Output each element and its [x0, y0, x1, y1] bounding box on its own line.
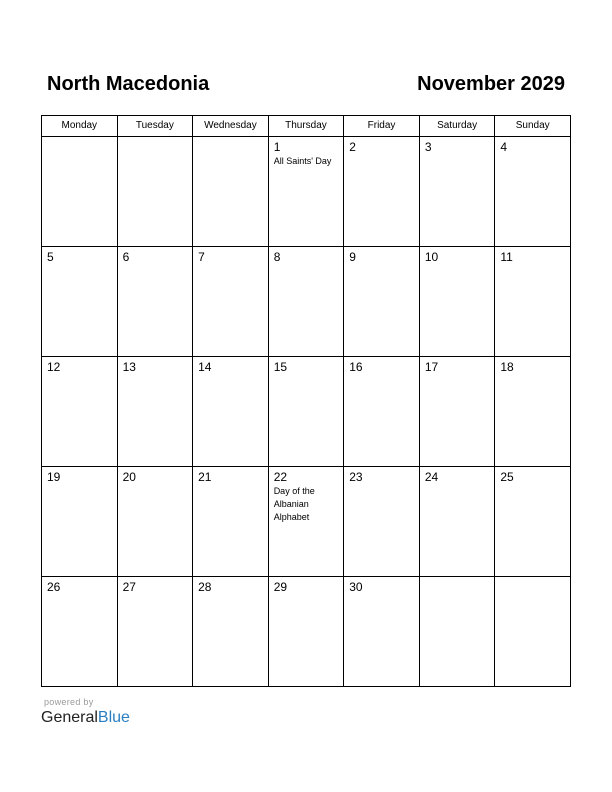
calendar-month-title: November 2029: [417, 73, 565, 95]
calendar-day-cell: [268, 137, 344, 247]
holiday-label: Day of the Albanian Alphabet: [273, 486, 315, 522]
day-number: 24: [424, 470, 439, 484]
day-number: 10: [424, 250, 439, 264]
calendar-day-cell: [495, 137, 571, 247]
day-number: 1: [273, 140, 281, 154]
day-number: 21: [198, 470, 212, 484]
day-number: 28: [198, 580, 212, 594]
calendar-empty-cell: [117, 137, 193, 247]
calendar-day-cell: [495, 247, 571, 357]
generalblue-logo[interactable]: [41, 708, 130, 728]
calendar-day-cell: [344, 357, 420, 467]
calendar-day-cell: [193, 247, 269, 357]
calendar-week-row: [42, 577, 571, 687]
weekday-header: Monday: [42, 116, 118, 137]
day-number: 7: [198, 250, 205, 264]
calendar-day-cell: [42, 247, 118, 357]
day-number: 5: [47, 250, 54, 264]
calendar-day-cell: [193, 357, 269, 467]
weekday-header: Tuesday: [117, 116, 193, 137]
powered-by-label: powered by: [44, 697, 94, 707]
calendar-empty-cell: [42, 137, 118, 247]
calendar-day-cell: [419, 357, 495, 467]
calendar-day-cell: [419, 467, 495, 577]
calendar-day-cell: [419, 247, 495, 357]
calendar-day-cell: [344, 137, 420, 247]
calendar-day-cell: [117, 357, 193, 467]
calendar-week-row: [42, 247, 571, 357]
calendar-day-cell: [268, 577, 344, 687]
calendar-day-cell: [268, 467, 344, 577]
calendar-day-cell: [117, 247, 193, 357]
calendar-day-cell: [42, 467, 118, 577]
calendar-day-cell: [495, 467, 571, 577]
calendar-day-cell: [117, 577, 193, 687]
day-number: 30: [349, 580, 363, 594]
weekday-header-row: [42, 116, 571, 137]
day-number: 20: [122, 470, 136, 484]
day-number: 9: [349, 250, 356, 264]
calendar-day-cell: [344, 467, 420, 577]
calendar-empty-cell: [495, 577, 571, 687]
day-number: 17: [424, 360, 439, 374]
day-number: 22: [273, 470, 288, 484]
day-number: 25: [500, 470, 514, 484]
day-number: 3: [424, 140, 432, 154]
calendar-day-cell: [495, 357, 571, 467]
calendar-day-cell: [193, 577, 269, 687]
day-number: 4: [500, 140, 508, 154]
calendar-day-cell: [42, 577, 118, 687]
day-number: 15: [273, 360, 288, 374]
day-number: 2: [349, 140, 356, 154]
weekday-header: Wednesday: [193, 116, 269, 137]
day-number: 16: [349, 360, 363, 374]
day-number: 19: [47, 470, 61, 484]
calendar-day-cell: [419, 137, 495, 247]
calendar-country-title: North Macedonia: [47, 73, 210, 95]
holiday-label: All Saints' Day: [273, 156, 332, 166]
day-number: 18: [500, 360, 514, 374]
day-number: 13: [122, 360, 136, 374]
calendar-empty-cell: [193, 137, 269, 247]
day-number: 27: [122, 580, 136, 594]
weekday-header: Thursday: [268, 116, 344, 137]
calendar-day-cell: [268, 247, 344, 357]
weekday-header: Friday: [344, 116, 420, 137]
day-number: 12: [47, 360, 61, 374]
day-number: 26: [47, 580, 61, 594]
day-number: 6: [122, 250, 130, 264]
weekday-header: Saturday: [419, 116, 495, 137]
weekday-header: Sunday: [495, 116, 571, 137]
calendar-empty-cell: [419, 577, 495, 687]
day-number: 14: [198, 360, 212, 374]
day-number: 11: [500, 250, 513, 264]
day-number: 23: [349, 470, 363, 484]
brand-name-general: General: [41, 709, 98, 726]
calendar-week-row: [42, 357, 571, 467]
day-number: 8: [273, 250, 281, 264]
calendar-day-cell: [344, 247, 420, 357]
calendar-day-cell: [117, 467, 193, 577]
calendar-grid: [41, 115, 571, 687]
calendar-week-row: [42, 137, 571, 247]
calendar-day-cell: [193, 467, 269, 577]
calendar-day-cell: [42, 357, 118, 467]
day-number: 29: [273, 580, 288, 594]
calendar-day-cell: [268, 357, 344, 467]
calendar-day-cell: [344, 577, 420, 687]
calendar-week-row: [42, 467, 571, 577]
brand-name-blue: Blue: [97, 709, 130, 726]
